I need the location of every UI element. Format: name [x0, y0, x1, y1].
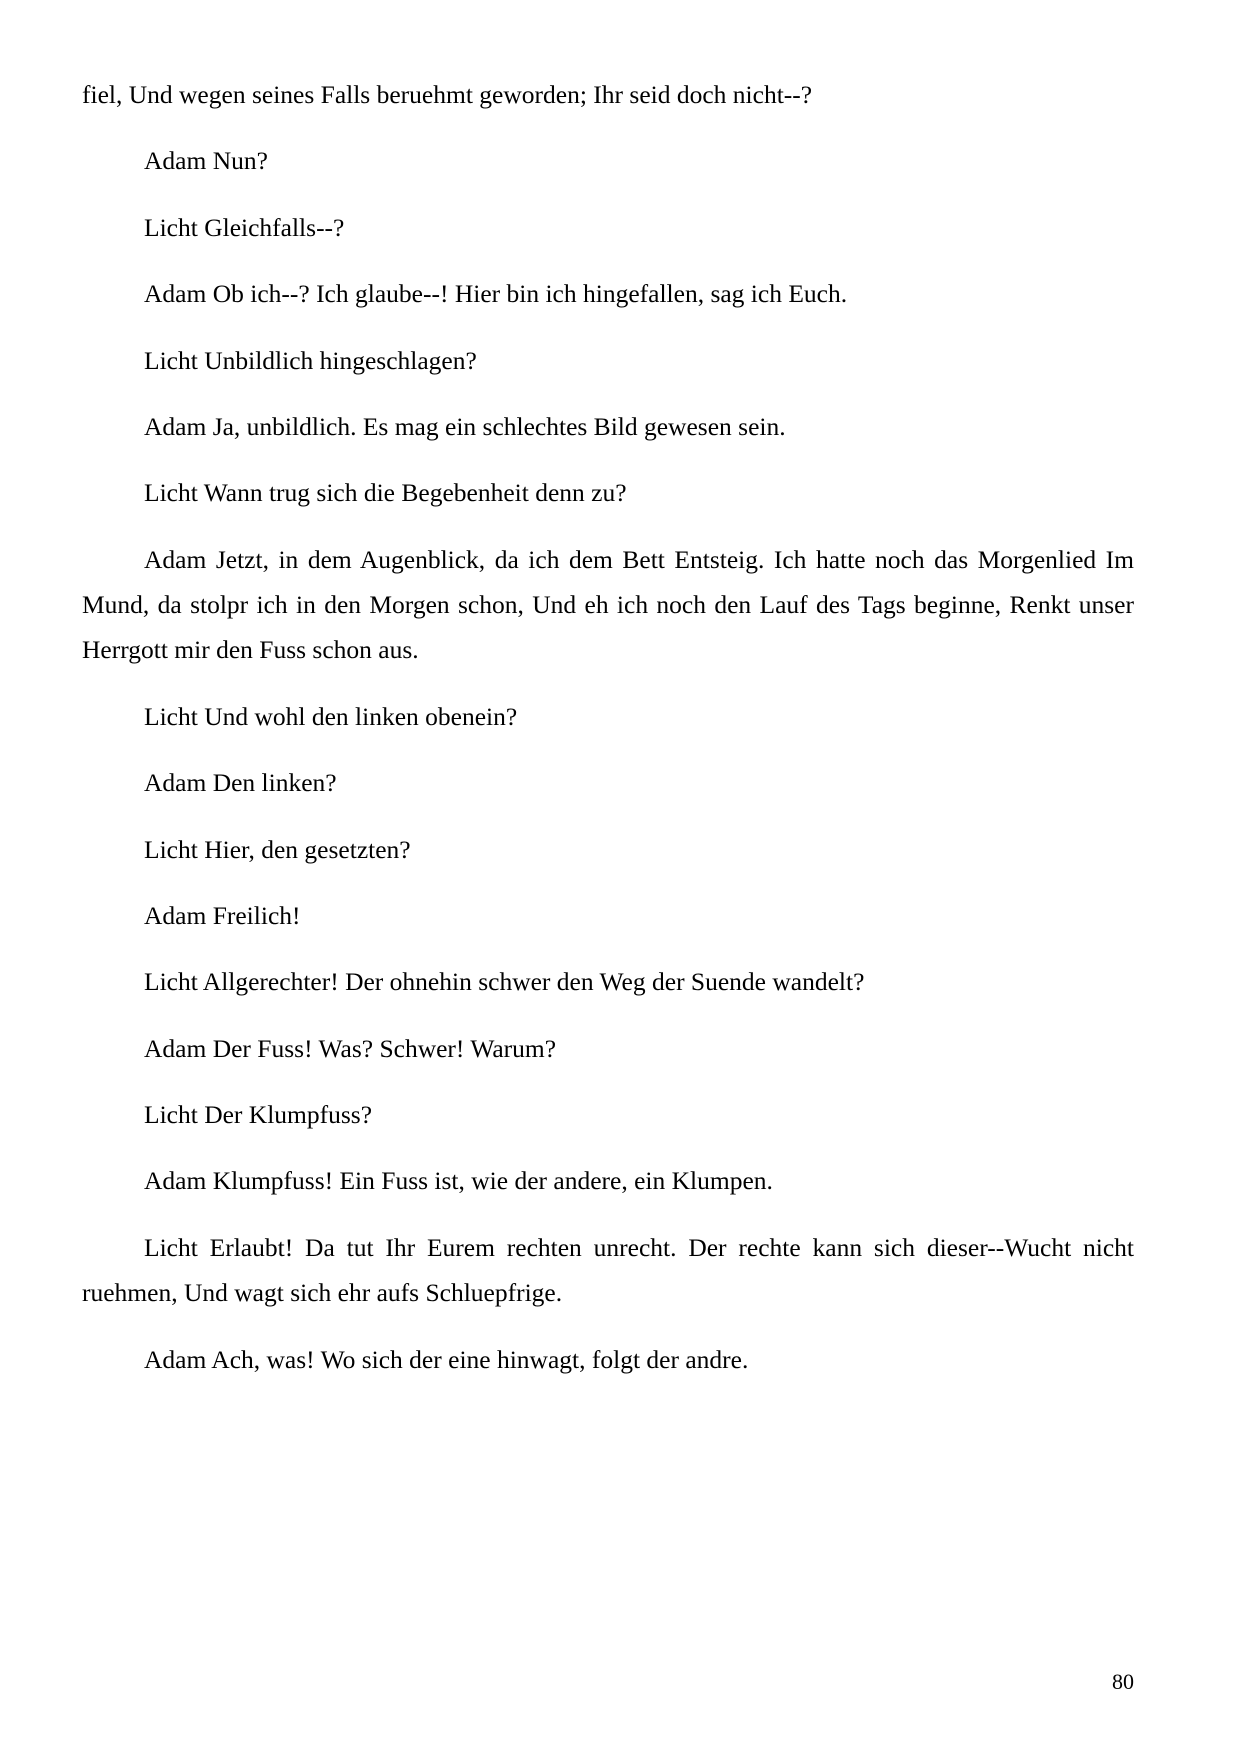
paragraph: Adam Der Fuss! Was? Schwer! Warum?: [144, 1033, 557, 1063]
paragraph: Adam Ob ich--? Ich glaube--! Hier bin ich hingefallen, sag ich Euch.: [144, 279, 848, 309]
paragraph: Adam Den linken?: [144, 768, 337, 798]
paragraph: Licht Allgerechter! Der ohnehin schwer den Weg der Suende wandelt?: [144, 967, 865, 997]
paragraph: Licht Gleichfalls--?: [144, 212, 345, 242]
paragraph: Adam Ja, unbildlich. Es mag ein schlechtes Bild gewesen sein.: [144, 411, 786, 441]
page-body-text: [82, 72, 1134, 1382]
paragraph: Adam Ach, was! Wo sich der eine hinwagt, folgt der andre.: [144, 1344, 749, 1374]
paragraph: Licht Unbildlich hingeschlagen?: [144, 345, 477, 375]
paragraph: Adam Nun?: [144, 146, 268, 176]
paragraph: Adam Freilich!: [144, 900, 301, 930]
paragraph: Licht Erlaubt! Da tut Ihr Eurem rechten unrecht. Der rechte kann sich dieser--Wucht nicht ruehmen, Und wagt sich ehr aufs Schluepfrige.: [82, 1232, 1134, 1308]
paragraph: Licht Und wohl den linken obenein?: [144, 701, 518, 731]
paragraph: Adam Klumpfuss! Ein Fuss ist, wie der andere, ein Klumpen.: [144, 1166, 773, 1196]
paragraph: fiel, Und wegen seines Falls beruehmt geworden; Ihr seid doch nicht--?: [82, 80, 813, 109]
paragraph: Licht Wann trug sich die Begebenheit denn zu?: [144, 478, 627, 508]
paragraph: Adam Jetzt, in dem Augenblick, da ich dem Bett Entsteig. Ich hatte noch das Morgenlied Im Mund, da stolpr ich in den Morgen schon, Und eh ich noch den Lauf des Tags beginne, Renkt unser Herrgott mir den Fuss schon aus.: [82, 544, 1134, 665]
paragraph: Licht Der Klumpfuss?: [144, 1100, 373, 1129]
page-number: 80: [1112, 1669, 1134, 1694]
paragraph: Licht Hier, den gesetzten?: [144, 834, 411, 864]
